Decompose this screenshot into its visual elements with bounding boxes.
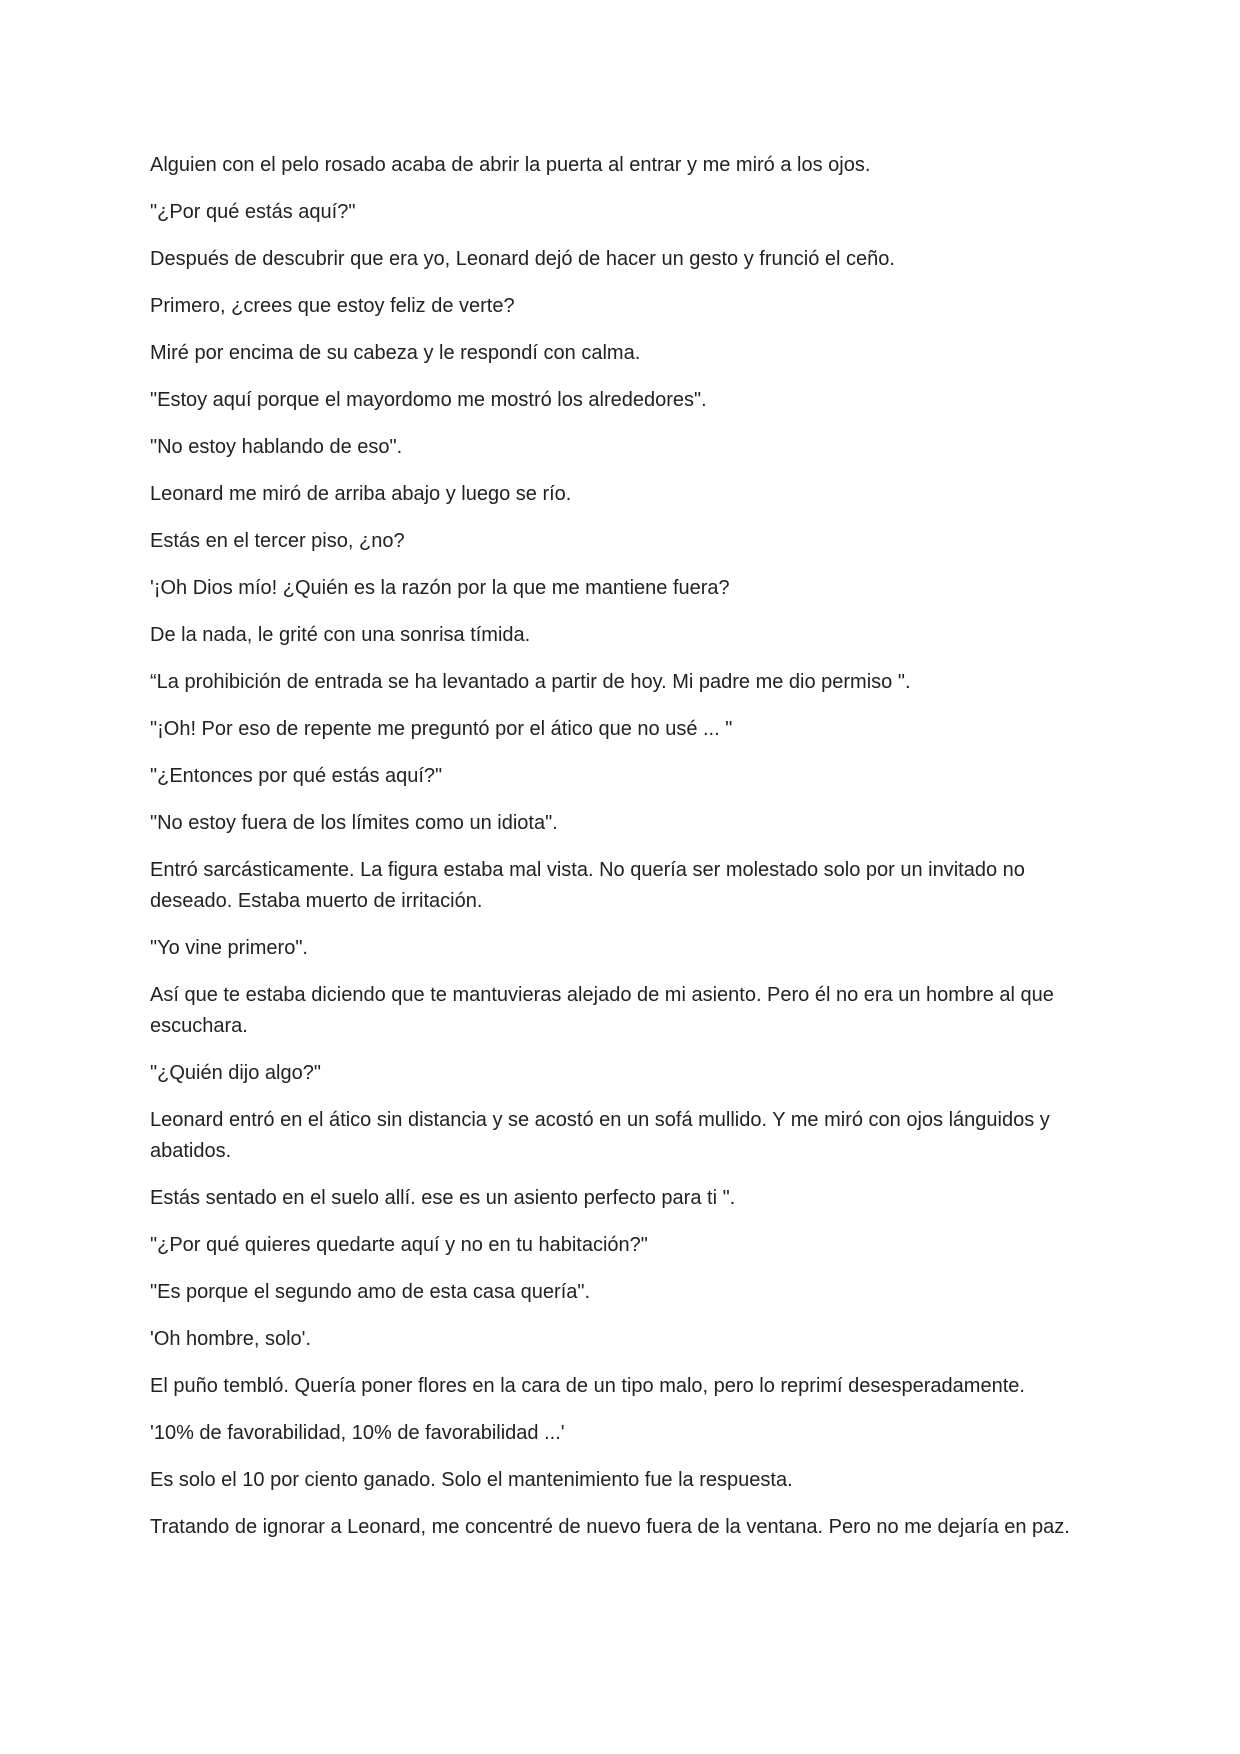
paragraph: "¿Quién dijo algo?" — [150, 1062, 321, 1084]
paragraph: "No estoy fuera de los límites como un idiota". — [150, 812, 558, 834]
paragraph: 'Oh hombre, solo'. — [150, 1328, 312, 1350]
paragraph: "¡Oh! Por eso de repente me preguntó por el ático que no usé ... " — [150, 718, 733, 740]
paragraph: '¡Oh Dios mío! ¿Quién es la razón por la que me mantiene fuera? — [150, 577, 730, 599]
paragraph: "No estoy hablando de eso". — [150, 436, 403, 458]
paragraph: '10% de favorabilidad, 10% de favorabilidad ...' — [150, 1422, 565, 1444]
paragraph: Leonard me miró de arriba abajo y luego se río. — [150, 483, 572, 505]
paragraph: "Es porque el segundo amo de esta casa quería". — [150, 1281, 591, 1303]
paragraph: "¿Por qué estás aquí?" — [150, 201, 356, 223]
paragraph: Miré por encima de su cabeza y le respondí con calma. — [150, 342, 641, 364]
paragraph: De la nada, le grité con una sonrisa tímida. — [150, 624, 531, 646]
document-body — [150, 150, 1090, 1559]
paragraph: Después de descubrir que era yo, Leonard dejó de hacer un gesto y frunció el ceño. — [150, 248, 895, 270]
paragraph: Estás en el tercer piso, ¿no? — [150, 530, 405, 552]
paragraph: Primero, ¿crees que estoy feliz de verte? — [150, 295, 515, 317]
paragraph: “La prohibición de entrada se ha levantado a partir de hoy. Mi padre me dio permiso ". — [150, 671, 911, 693]
paragraph: Entró sarcásticamente. La figura estaba mal vista. No quería ser molestado solo por un invitado no deseado. Estaba muerto de irritación. — [150, 859, 1025, 912]
paragraph: "Estoy aquí porque el mayordomo me mostró los alrededores". — [150, 389, 707, 411]
paragraph: Estás sentado en el suelo allí. ese es un asiento perfecto para ti ". — [150, 1187, 736, 1209]
paragraph: Leonard entró en el ático sin distancia y se acostó en un sofá mullido. Y me miró con ojos lánguidos y abatidos. — [150, 1109, 1050, 1162]
paragraph: Es solo el 10 por ciento ganado. Solo el mantenimiento fue la respuesta. — [150, 1469, 793, 1491]
paragraph: "¿Por qué quieres quedarte aquí y no en tu habitación?" — [150, 1234, 648, 1256]
paragraph: El puño tembló. Quería poner flores en la cara de un tipo malo, pero lo reprimí desesperadamente. — [150, 1375, 1025, 1397]
paragraph: Alguien con el pelo rosado acaba de abrir la puerta al entrar y me miró a los ojos. — [150, 154, 871, 176]
paragraph: Tratando de ignorar a Leonard, me concentré de nuevo fuera de la ventana. Pero no me dejaría en paz. — [150, 1516, 1070, 1538]
paragraph: Así que te estaba diciendo que te mantuvieras alejado de mi asiento. Pero él no era un hombre al que escuchara. — [150, 984, 1054, 1037]
paragraph: "Yo vine primero". — [150, 937, 308, 959]
paragraph: "¿Entonces por qué estás aquí?" — [150, 765, 443, 787]
